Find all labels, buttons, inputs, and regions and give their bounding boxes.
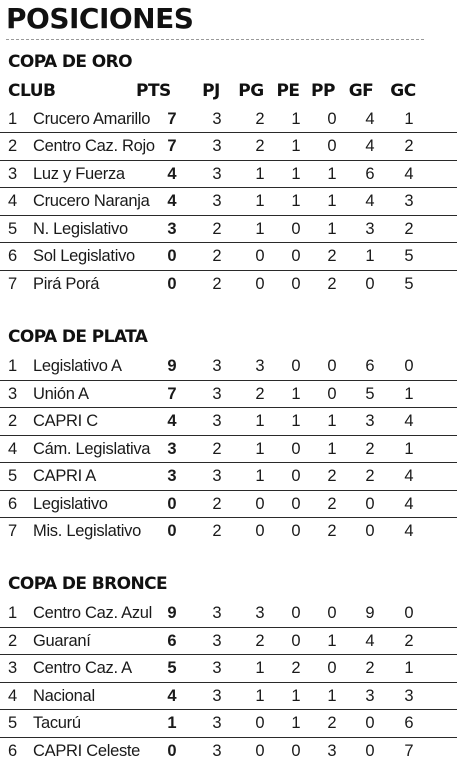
header-pj: PJ <box>202 81 220 101</box>
drawn: 1 <box>291 164 301 183</box>
played: 2 <box>212 219 222 238</box>
header-pe: PE <box>276 81 300 101</box>
goals-for: 3 <box>365 686 375 705</box>
position: 2 <box>8 631 18 650</box>
position: 4 <box>8 192 18 210</box>
standings-table <box>0 600 457 765</box>
points: 5 <box>167 659 177 677</box>
won: 0 <box>255 522 265 540</box>
table-row <box>0 710 457 738</box>
points: 4 <box>167 412 177 430</box>
goals-against: 4 <box>404 412 414 430</box>
lost: 0 <box>327 357 337 375</box>
points: 1 <box>167 714 177 732</box>
club-name: Legislativo A <box>33 357 122 375</box>
position: 6 <box>8 494 18 513</box>
drawn: 1 <box>291 192 301 210</box>
club-name: Crucero Amarillo <box>33 109 151 128</box>
goals-against: 1 <box>404 659 414 677</box>
played: 3 <box>212 604 222 622</box>
table-row <box>0 133 457 161</box>
table-row <box>0 628 457 656</box>
lost: 1 <box>327 686 337 705</box>
points: 0 <box>167 741 177 760</box>
club-name: Guaraní <box>33 631 91 650</box>
goals-for: 3 <box>365 412 375 430</box>
won: 2 <box>255 109 265 128</box>
goals-against: 5 <box>404 247 414 265</box>
position: 5 <box>8 467 18 485</box>
won: 1 <box>255 412 265 430</box>
won: 1 <box>255 659 265 677</box>
won: 1 <box>255 439 265 458</box>
position: 3 <box>8 164 18 183</box>
points: 7 <box>167 384 177 403</box>
goals-for: 4 <box>365 192 375 210</box>
drawn: 0 <box>291 247 301 265</box>
lost: 2 <box>327 714 337 732</box>
position: 4 <box>8 439 18 458</box>
played: 2 <box>212 274 222 293</box>
goals-against: 3 <box>404 192 414 210</box>
played: 3 <box>212 164 222 183</box>
goals-against: 4 <box>404 467 414 485</box>
won: 0 <box>255 714 265 732</box>
header-club: CLUB <box>8 81 56 101</box>
standings-table <box>0 353 457 546</box>
section-title: COPA DE BRONCE <box>8 574 167 594</box>
drawn: 1 <box>291 384 301 403</box>
goals-for: 2 <box>365 439 375 458</box>
drawn: 1 <box>291 137 301 155</box>
played: 3 <box>212 109 222 128</box>
points: 0 <box>167 522 177 540</box>
goals-for: 4 <box>365 137 375 155</box>
club-name: Sol Legislativo <box>33 247 135 265</box>
table-row <box>0 106 457 134</box>
points: 4 <box>167 686 177 705</box>
points: 4 <box>167 192 177 210</box>
goals-against: 0 <box>404 357 414 375</box>
header-pp: PP <box>311 81 335 101</box>
lost: 3 <box>327 741 337 760</box>
lost: 2 <box>327 247 337 265</box>
played: 3 <box>212 686 222 705</box>
goals-for: 2 <box>365 659 375 677</box>
club-name: Luz y Fuerza <box>33 164 125 183</box>
goals-against: 1 <box>404 384 414 403</box>
drawn: 2 <box>291 659 301 677</box>
position: 3 <box>8 384 18 403</box>
goals-against: 4 <box>404 164 414 183</box>
goals-against: 3 <box>404 686 414 705</box>
table-row <box>0 271 457 299</box>
goals-against: 5 <box>404 274 414 293</box>
won: 0 <box>255 274 265 293</box>
table-row <box>0 408 457 436</box>
club-name: Pirá Porá <box>33 274 100 293</box>
points: 3 <box>167 439 177 458</box>
won: 2 <box>255 631 265 650</box>
goals-against: 0 <box>404 604 414 622</box>
played: 2 <box>212 494 222 513</box>
lost: 0 <box>327 384 337 403</box>
goals-for: 5 <box>365 384 375 403</box>
table-row <box>0 436 457 464</box>
lost: 2 <box>327 274 337 293</box>
section-title: COPA DE ORO <box>8 52 132 72</box>
won: 3 <box>255 357 265 375</box>
header-pts: PTS <box>136 81 171 101</box>
played: 3 <box>212 412 222 430</box>
drawn: 0 <box>291 219 301 238</box>
goals-for: 6 <box>365 357 375 375</box>
lost: 1 <box>327 192 337 210</box>
position: 6 <box>8 741 18 760</box>
goals-against: 6 <box>404 714 414 732</box>
lost: 1 <box>327 164 337 183</box>
club-name: Centro Caz. Rojo <box>33 137 155 155</box>
table-row <box>0 188 457 216</box>
played: 3 <box>212 659 222 677</box>
goals-for: 0 <box>365 522 375 540</box>
position: 4 <box>8 686 18 705</box>
position: 5 <box>8 219 18 238</box>
won: 1 <box>255 686 265 705</box>
points: 3 <box>167 467 177 485</box>
goals-for: 2 <box>365 467 375 485</box>
won: 1 <box>255 467 265 485</box>
goals-for: 3 <box>365 219 375 238</box>
club-name: CAPRI C <box>33 412 98 430</box>
table-row <box>0 216 457 244</box>
drawn: 1 <box>291 714 301 732</box>
played: 3 <box>212 137 222 155</box>
lost: 0 <box>327 604 337 622</box>
club-name: Tacurú <box>33 714 81 732</box>
header-gf: GF <box>348 81 374 101</box>
goals-for: 4 <box>365 109 375 128</box>
points: 7 <box>167 109 177 128</box>
played: 2 <box>212 439 222 458</box>
goals-for: 0 <box>365 714 375 732</box>
points: 3 <box>167 219 177 238</box>
goals-against: 4 <box>404 494 414 513</box>
club-name: Cám. Legislativa <box>33 439 151 458</box>
points: 0 <box>167 274 177 293</box>
page-title: POSICIONES <box>6 2 194 35</box>
won: 1 <box>255 192 265 210</box>
position: 6 <box>8 247 18 265</box>
won: 2 <box>255 137 265 155</box>
points: 0 <box>167 247 177 265</box>
played: 3 <box>212 631 222 650</box>
played: 3 <box>212 357 222 375</box>
goals-against: 1 <box>404 109 414 128</box>
goals-for: 0 <box>365 741 375 760</box>
played: 2 <box>212 522 222 540</box>
goals-for: 6 <box>365 164 375 183</box>
table-row <box>0 243 457 271</box>
goals-against: 2 <box>404 631 414 650</box>
header-gc: GC <box>390 81 416 101</box>
goals-for: 1 <box>365 247 375 265</box>
table-row <box>0 463 457 491</box>
points: 0 <box>167 494 177 513</box>
table-row <box>0 491 457 519</box>
goals-against: 7 <box>404 741 414 760</box>
club-name: N. Legislativo <box>33 219 128 238</box>
drawn: 1 <box>291 686 301 705</box>
played: 3 <box>212 714 222 732</box>
drawn: 1 <box>291 412 301 430</box>
club-name: CAPRI A <box>33 467 97 485</box>
table-row <box>0 353 457 381</box>
drawn: 0 <box>291 439 301 458</box>
table-header <box>0 78 457 106</box>
club-name: Centro Caz. Azul <box>33 604 153 622</box>
won: 3 <box>255 604 265 622</box>
drawn: 0 <box>291 522 301 540</box>
drawn: 0 <box>291 494 301 513</box>
played: 2 <box>212 247 222 265</box>
club-name: Unión A <box>33 384 89 403</box>
drawn: 0 <box>291 741 301 760</box>
played: 3 <box>212 192 222 210</box>
club-name: Crucero Naranja <box>33 192 150 210</box>
won: 0 <box>255 247 265 265</box>
table-row <box>0 683 457 711</box>
lost: 1 <box>327 412 337 430</box>
position: 1 <box>8 109 18 128</box>
drawn: 0 <box>291 274 301 293</box>
club-name: Nacional <box>33 686 95 705</box>
goals-for: 4 <box>365 631 375 650</box>
won: 0 <box>255 494 265 513</box>
position: 3 <box>8 659 18 677</box>
goals-for: 9 <box>365 604 375 622</box>
standings-table <box>0 78 457 298</box>
club-name: CAPRI Celeste <box>33 741 141 760</box>
position: 1 <box>8 357 18 375</box>
lost: 0 <box>327 109 337 128</box>
drawn: 0 <box>291 631 301 650</box>
section-title: COPA DE PLATA <box>8 327 148 347</box>
played: 3 <box>212 467 222 485</box>
played: 3 <box>212 741 222 760</box>
table-row <box>0 738 457 766</box>
points: 7 <box>167 137 177 155</box>
club-name: Centro Caz. A <box>33 659 132 677</box>
goals-against: 2 <box>404 137 414 155</box>
goals-for: 0 <box>365 494 375 513</box>
title-divider <box>6 39 424 40</box>
club-name: Mis. Legislativo <box>33 522 141 540</box>
table-row <box>0 600 457 628</box>
points: 4 <box>167 164 177 183</box>
position: 1 <box>8 604 18 622</box>
goals-against: 4 <box>404 522 414 540</box>
won: 1 <box>255 164 265 183</box>
lost: 2 <box>327 494 337 513</box>
table-row <box>0 161 457 189</box>
table-row <box>0 381 457 409</box>
lost: 2 <box>327 467 337 485</box>
lost: 0 <box>327 659 337 677</box>
drawn: 1 <box>291 109 301 128</box>
position: 7 <box>8 522 18 540</box>
drawn: 0 <box>291 604 301 622</box>
goals-against: 2 <box>404 219 414 238</box>
won: 1 <box>255 219 265 238</box>
header-pg: PG <box>238 81 264 101</box>
points: 9 <box>167 357 177 375</box>
lost: 1 <box>327 631 337 650</box>
position: 2 <box>8 412 18 430</box>
position: 7 <box>8 274 18 293</box>
played: 3 <box>212 384 222 403</box>
drawn: 0 <box>291 357 301 375</box>
table-row <box>0 655 457 683</box>
position: 2 <box>8 137 18 155</box>
points: 6 <box>167 631 177 650</box>
goals-against: 1 <box>404 439 414 458</box>
lost: 1 <box>327 439 337 458</box>
table-row <box>0 518 457 546</box>
lost: 1 <box>327 219 337 238</box>
lost: 2 <box>327 522 337 540</box>
won: 2 <box>255 384 265 403</box>
lost: 0 <box>327 137 337 155</box>
club-name: Legislativo <box>33 494 108 513</box>
goals-for: 0 <box>365 274 375 293</box>
points: 9 <box>167 604 177 622</box>
position: 5 <box>8 714 18 732</box>
won: 0 <box>255 741 265 760</box>
drawn: 0 <box>291 467 301 485</box>
